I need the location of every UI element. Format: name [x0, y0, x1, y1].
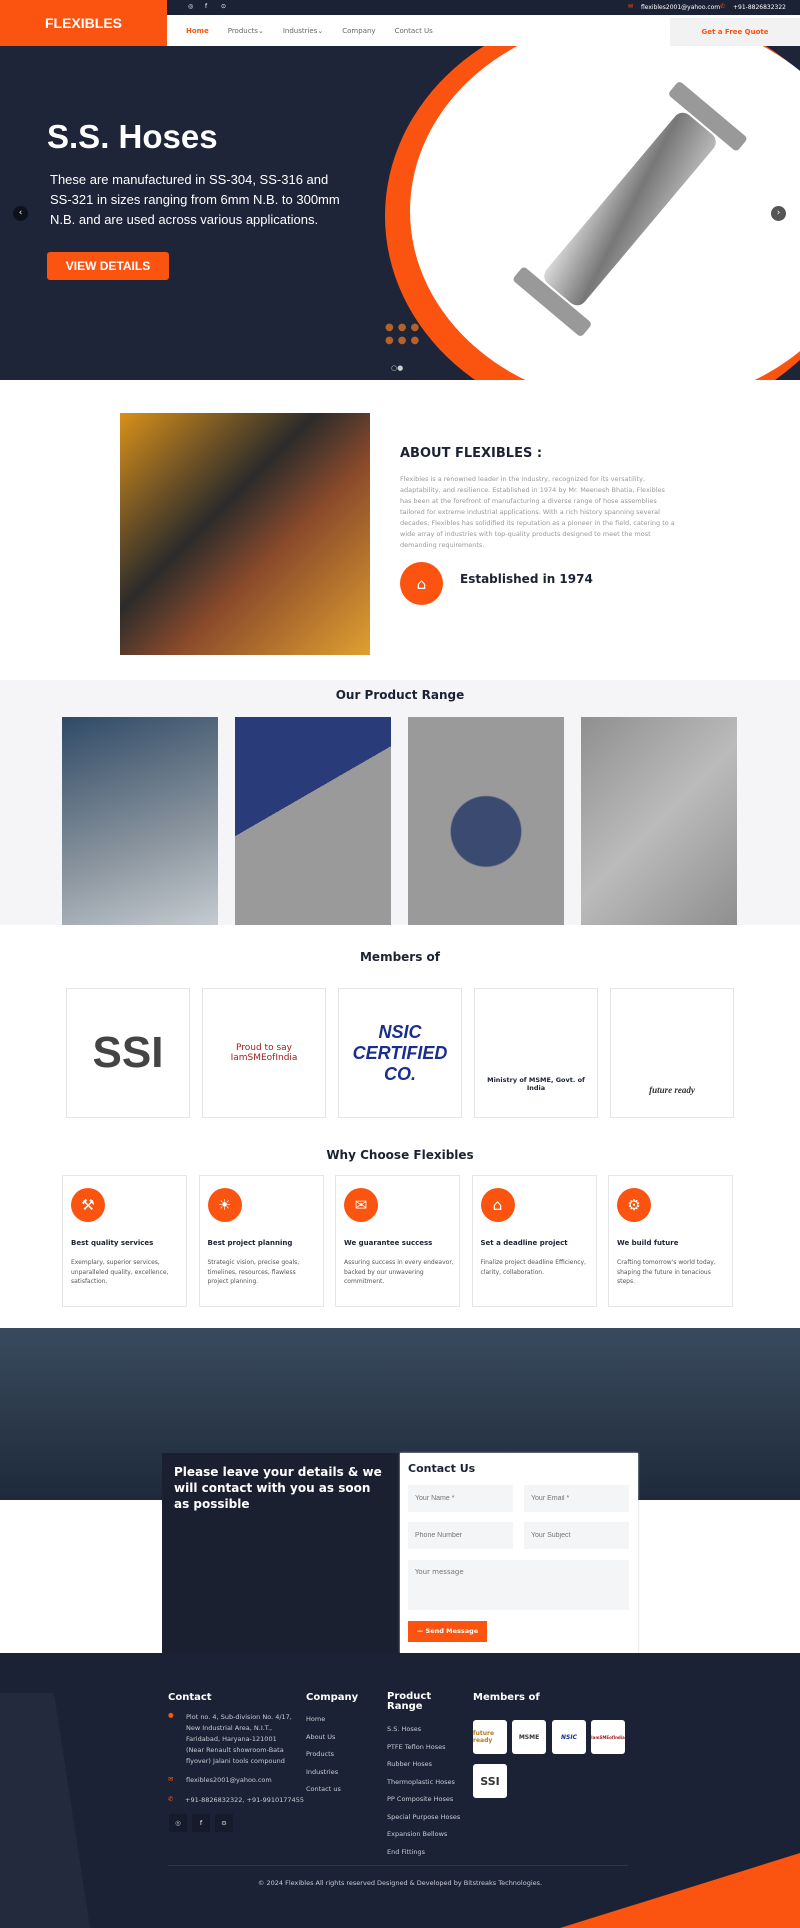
footer: [0, 1653, 800, 1928]
slider-pagination[interactable]: ○●: [391, 364, 404, 372]
about-title: ABOUT FLEXIBLES :: [400, 446, 543, 461]
next-slide-button[interactable]: ›: [771, 206, 786, 221]
why-card-title: We guarantee success: [344, 1239, 433, 1247]
contact-form-title: Contact Us: [408, 1462, 476, 1475]
location-icon[interactable]: ⊙: [221, 3, 227, 10]
footer-company-link[interactable]: Home: [306, 1715, 326, 1723]
logo[interactable]: FLEXIBLES: [0, 0, 167, 46]
why-card-icon: ✉: [344, 1188, 378, 1222]
footer-range-link[interactable]: Rubber Hoses: [387, 1760, 432, 1768]
phone-input[interactable]: [408, 1522, 513, 1549]
footer-contact-heading: Contact: [168, 1692, 212, 1703]
nav-label: Industries: [282, 26, 318, 35]
why-card-text: Crafting tomorrow's world today, shaping the future in tenacious steps.: [617, 1259, 716, 1285]
footer-phones[interactable]: +91-8826832322, +91-9910177455: [185, 1796, 304, 1804]
send-message-button[interactable]: — Send Message: [408, 1621, 487, 1642]
product-card-1[interactable]: [62, 717, 218, 925]
footer-range-link[interactable]: Expansion Bellows: [387, 1830, 448, 1838]
why-card-title: Best project planning: [207, 1239, 293, 1247]
factory-icon: ⌂: [400, 562, 443, 605]
footer-company-heading: Company: [306, 1692, 359, 1703]
prev-slide-button[interactable]: ‹: [13, 206, 28, 221]
footer-divider: [168, 1865, 628, 1866]
member-logo-future-ready: future ready: [610, 988, 734, 1118]
why-choose-title: Why Choose Flexibles: [326, 1148, 474, 1162]
message-input[interactable]: [408, 1560, 629, 1610]
contact-form: [400, 1453, 638, 1653]
footer-member-msme: MSME: [512, 1720, 546, 1754]
footer-range-heading: Product Range: [387, 1691, 432, 1712]
instagram-icon[interactable]: ◎: [188, 3, 194, 10]
footer-range-link[interactable]: End Fittings: [387, 1847, 426, 1856]
footer-member-ssi: SSI: [473, 1764, 507, 1798]
facebook-icon[interactable]: f: [192, 1814, 210, 1832]
phone-icon: ✆: [168, 1795, 174, 1803]
why-card-title: Set a deadline project: [480, 1239, 568, 1247]
about-text: Flexibles is a renowned leader in the industry, recognized for its versatility, adaptability, and resilience. Established in 1974 by Mr. Meenesh Bhatia, Flexibles has been at the forefront of manufacturing a diverse range of hose assemblies tailored for extreme industrial applications. With a rich history spanning several decades, Flexibles has solidified its reputation as a pioneer in the field, catering to a wide array of industries with top-quality products designed to meet the most demanding requirements.: [400, 475, 675, 549]
contact-lead-text: Please leave your details & we will contact with you as soon as possible: [174, 1465, 382, 1511]
subject-input[interactable]: [524, 1522, 629, 1549]
member-logo-msme: Ministry of MSME, Govt. of India: [474, 988, 598, 1118]
product-range-title: Our Product Range: [335, 688, 465, 702]
why-card-text: Strategic vision, precise goals, timelines, resources, flawless project planning.: [207, 1259, 300, 1285]
members-title: Members of: [359, 950, 440, 964]
decor-dots: ●●● ●●●: [385, 322, 424, 346]
nav-company[interactable]: Company: [342, 26, 376, 35]
product-card-4[interactable]: [581, 717, 737, 925]
contact-lead-panel: [162, 1453, 400, 1653]
footer-email[interactable]: flexibles2001@yahoo.com: [186, 1776, 272, 1784]
footer-address: Plot no. 4, Sub-division No. 4/17, New Industrial Area, N.I.T., Faridabad, Haryana-121001 (Near Renault showroom-Bata flyover) Jalani tools compound: [186, 1713, 292, 1765]
get-quote-button[interactable]: Get a Free Quote: [670, 18, 800, 46]
footer-members-heading: Members of: [473, 1692, 540, 1703]
footer-company-link[interactable]: Industries: [306, 1767, 339, 1776]
mail-icon: ✉: [628, 3, 634, 10]
hero-text: These are manufactured in SS-304, SS-316 and SS-321 in sizes ranging from 6mm N.B. to 300mm N.B. and are used across various applications.: [50, 172, 340, 227]
why-card-icon: ⌂: [481, 1188, 515, 1222]
hose-image: [480, 64, 780, 354]
product-range-section: [0, 680, 800, 925]
footer-company-link[interactable]: About Us: [306, 1732, 336, 1741]
nav-industries[interactable]: Industries⌄: [282, 26, 324, 35]
footer-range-link[interactable]: PTFE Teflon Hoses: [387, 1742, 446, 1751]
product-card-2[interactable]: [235, 717, 391, 925]
nav-products[interactable]: Products⌄: [227, 26, 264, 35]
footer-range-link[interactable]: S.S. Hoses: [387, 1725, 422, 1733]
product-card-3[interactable]: [408, 717, 564, 925]
name-input[interactable]: [408, 1485, 513, 1512]
why-card-title: We build future: [617, 1239, 679, 1247]
why-card-title: Best quality services: [71, 1239, 154, 1247]
member-logo-ssi: SSI: [66, 988, 190, 1118]
why-card-text: Assuring success in every endeavor, backed by our unwavering commitment.: [344, 1259, 454, 1285]
member-logo-nsic: NSIC CERTIFIED CO.: [338, 988, 462, 1118]
footer-range-link[interactable]: Thermoplastic Hoses: [387, 1777, 455, 1786]
why-card-icon: ⚙: [617, 1188, 651, 1222]
why-card-text: Finalize project deadline Efficiency, clarity, collaboration.: [480, 1259, 587, 1276]
topbar-email[interactable]: flexibles2001@yahoo.com: [641, 4, 721, 11]
member-logo-iamsme: Proud to say IamSMEofIndia: [202, 988, 326, 1118]
footer-member-iamsme: IamSMEofIndia: [591, 1720, 625, 1754]
nav-home[interactable]: Home: [186, 26, 209, 35]
nav-label: Products: [227, 26, 258, 35]
why-card-icon: ⚒: [71, 1188, 105, 1222]
location-icon[interactable]: ⊙: [215, 1814, 233, 1832]
footer-decor-shape: [0, 1693, 90, 1928]
why-card: [199, 1175, 324, 1307]
view-details-button[interactable]: VIEW DETAILS: [47, 252, 169, 280]
why-card: [335, 1175, 460, 1307]
facebook-icon[interactable]: f: [205, 3, 208, 10]
hero-title: S.S. Hoses: [47, 118, 218, 155]
footer-member-nsic: NSIC: [552, 1720, 586, 1754]
location-pin-icon: ●: [168, 1711, 174, 1719]
why-card-text: Exemplary, superior services, unparalleled quality, excellence, satisfaction.: [71, 1259, 169, 1285]
footer-range-link[interactable]: PP Composite Hoses: [387, 1795, 454, 1803]
phone-icon: ✆: [720, 3, 726, 10]
instagram-icon[interactable]: ◎: [169, 1814, 187, 1832]
why-card: [472, 1175, 597, 1307]
topbar-phone[interactable]: +91-8826832322: [733, 4, 787, 11]
footer-member-future-ready: future ready: [473, 1720, 507, 1754]
footer-company-link[interactable]: Contact us: [306, 1785, 341, 1793]
about-image: [120, 413, 370, 655]
mail-icon: ✉: [168, 1775, 174, 1783]
footer-company-link[interactable]: Products: [306, 1750, 335, 1758]
footer-range-link[interactable]: Special Purpose Hoses: [387, 1812, 461, 1821]
hero-dark-curve: [300, 46, 400, 106]
established-text: Established in 1974: [460, 572, 593, 586]
hero-slider: [0, 46, 800, 380]
why-card-icon: ☀: [208, 1188, 242, 1222]
nav-contact[interactable]: Contact Us: [394, 26, 433, 35]
copyright: © 2024 Flexibles All rights reserved Designed & Developed by Bitstreaks Technologies.: [257, 1879, 543, 1887]
why-card: [608, 1175, 733, 1307]
why-card: [62, 1175, 187, 1307]
email-input[interactable]: [524, 1485, 629, 1512]
